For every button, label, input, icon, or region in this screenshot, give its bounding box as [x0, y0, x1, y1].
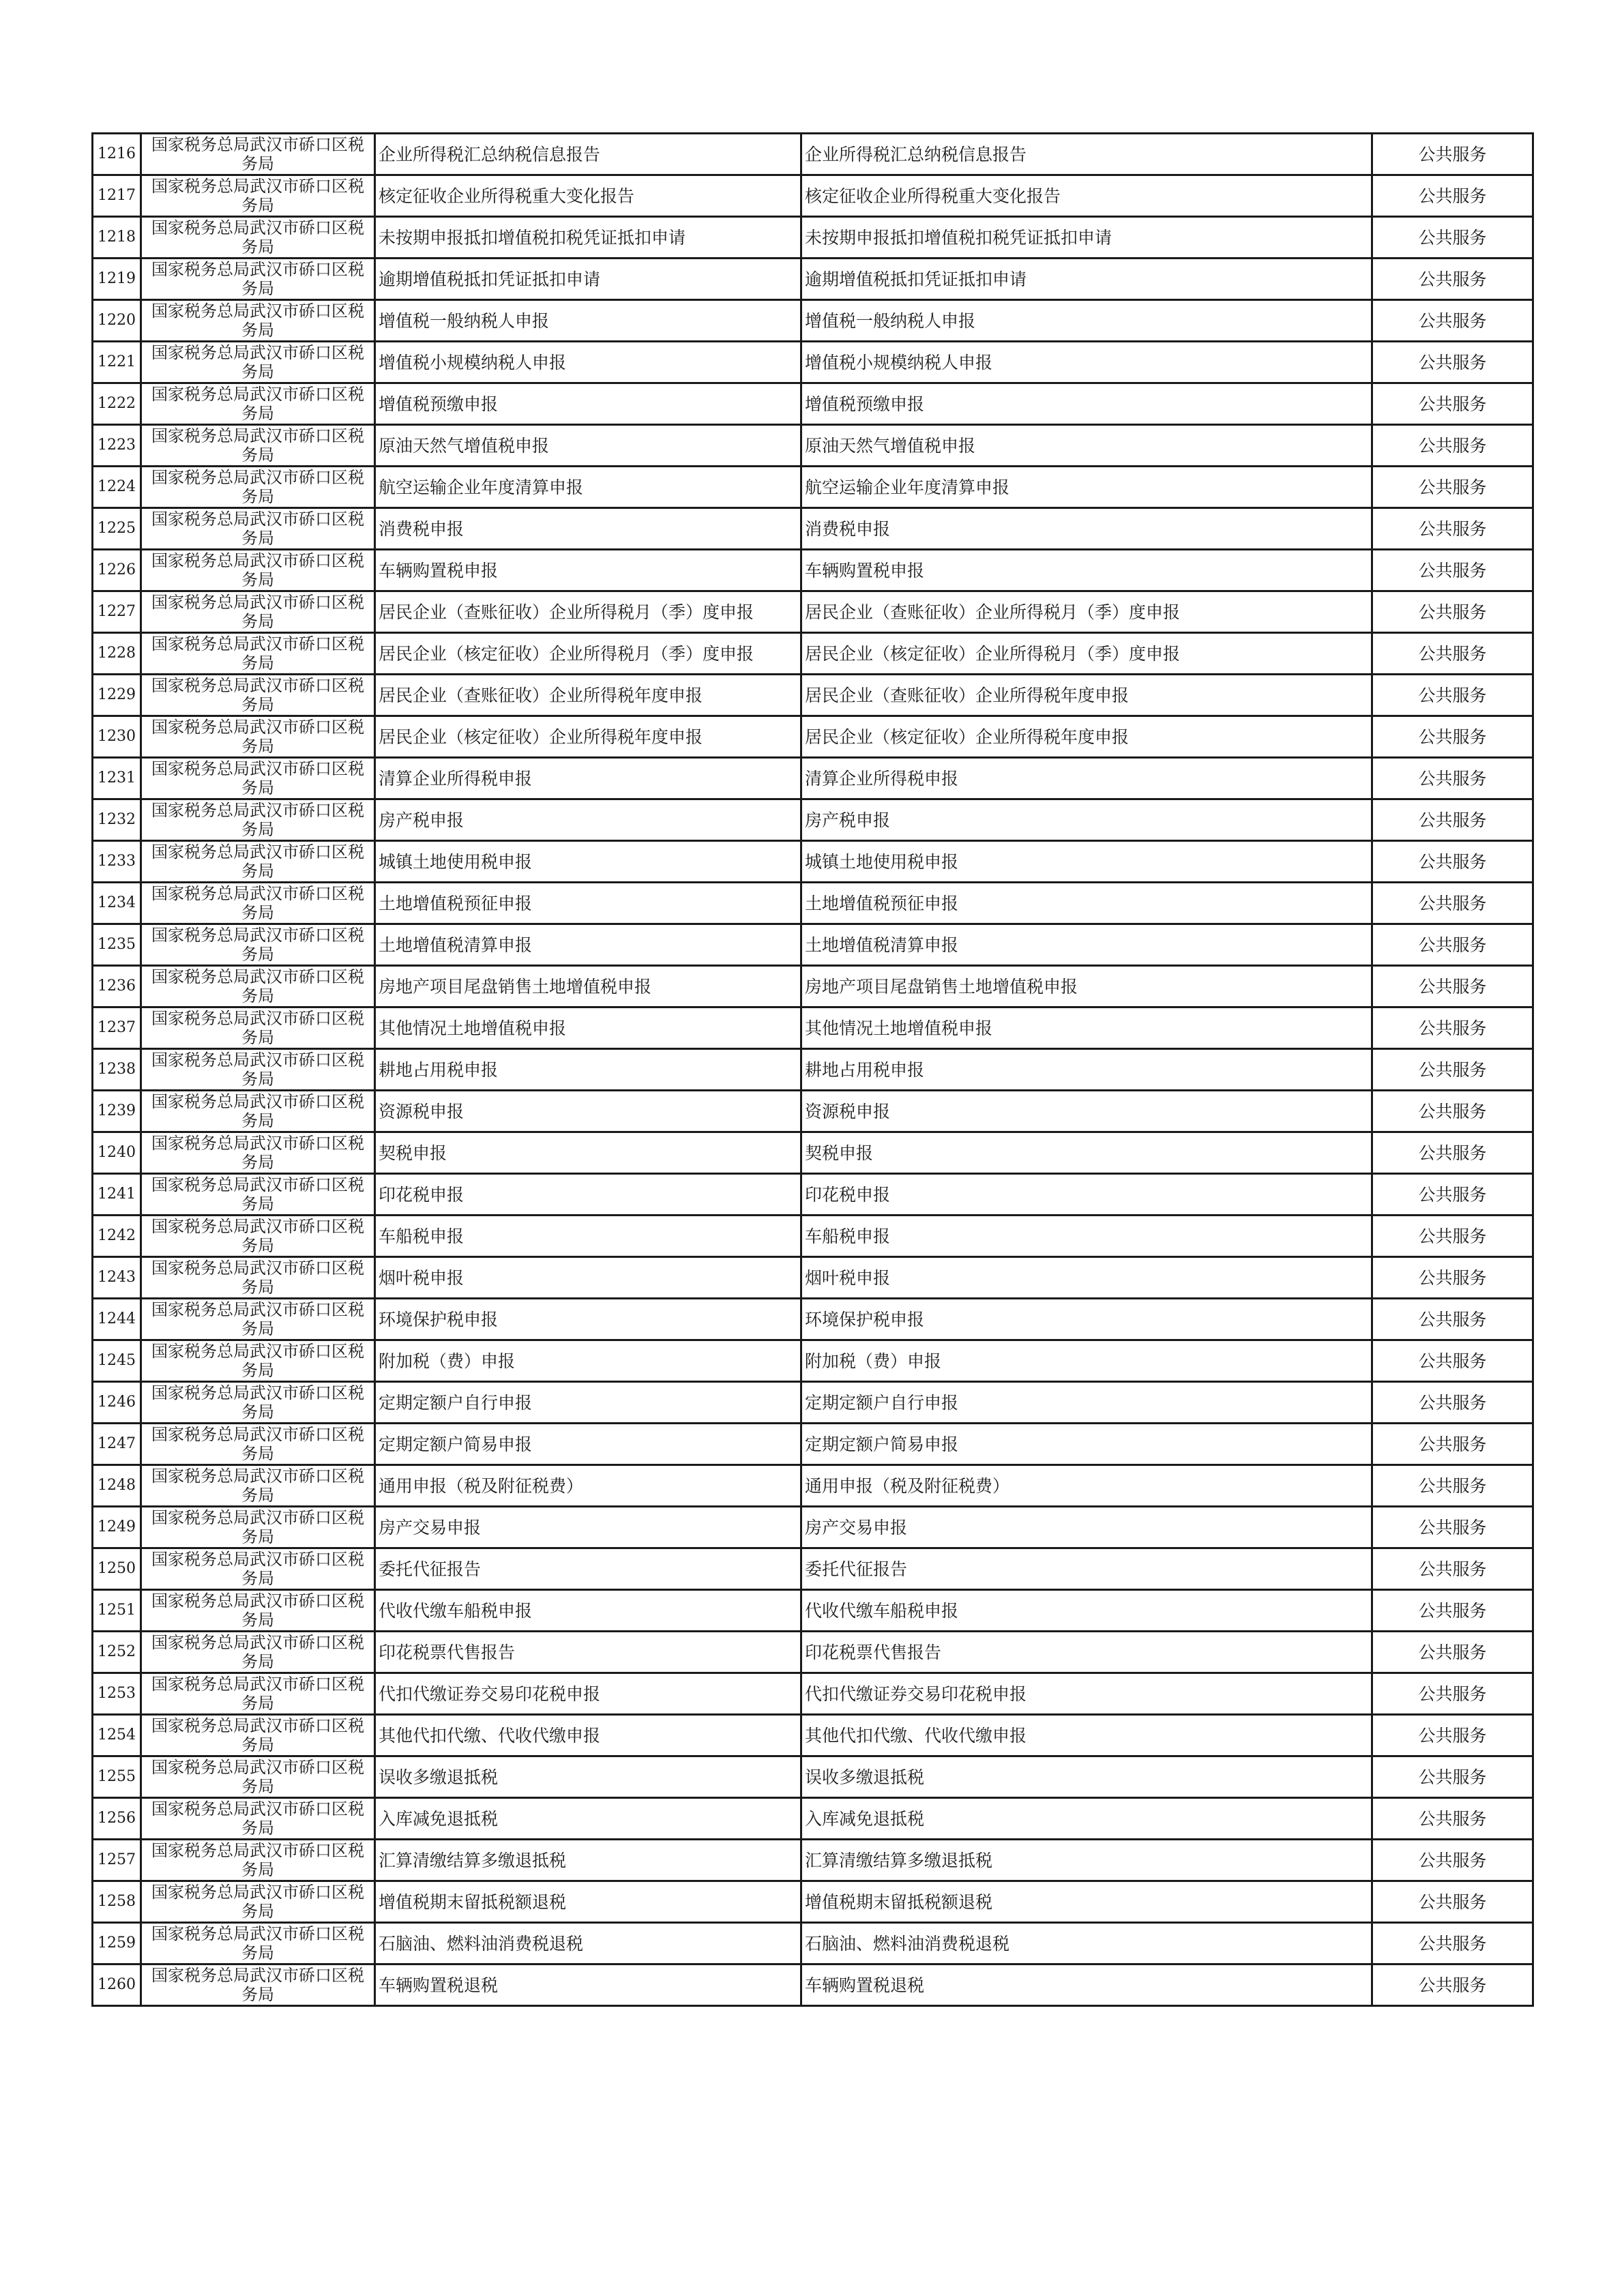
row-number-cell: 1247: [93, 1424, 141, 1465]
item-name-cell: 航空运输企业年度清算申报: [375, 467, 801, 508]
item-type-cell: 公共服务: [1372, 1881, 1533, 1923]
row-number-cell: 1232: [93, 799, 141, 841]
item-type-cell: 公共服务: [1372, 1049, 1533, 1091]
row-number-cell: 1233: [93, 841, 141, 883]
item-type-cell: 公共服务: [1372, 1548, 1533, 1590]
table-row: [93, 134, 1533, 175]
item-name-cell: 土地增值税清算申报: [375, 924, 801, 966]
sub-item-name-cell: 未按期申报抵扣增值税扣税凭证抵扣申请: [801, 217, 1372, 259]
item-type-cell: 公共服务: [1372, 1756, 1533, 1798]
authority-cell: 国家税务总局武汉市硚口区税务局: [141, 1756, 375, 1798]
row-number-cell: 1220: [93, 300, 141, 342]
item-name-cell: 烟叶税申报: [375, 1257, 801, 1299]
authority-cell: 国家税务总局武汉市硚口区税务局: [141, 1715, 375, 1756]
table-row: [93, 1132, 1533, 1174]
sub-item-name-cell: 代收代缴车船税申报: [801, 1590, 1372, 1632]
table-row: [93, 883, 1533, 924]
item-type-cell: 公共服务: [1372, 1257, 1533, 1299]
sub-item-name-cell: 资源税申报: [801, 1091, 1372, 1132]
sub-item-name-cell: 定期定额户简易申报: [801, 1424, 1372, 1465]
item-type-cell: 公共服务: [1372, 966, 1533, 1007]
authority-cell: 国家税务总局武汉市硚口区税务局: [141, 342, 375, 383]
row-number-cell: 1241: [93, 1174, 141, 1216]
authority-cell: 国家税务总局武汉市硚口区税务局: [141, 1132, 375, 1174]
row-number-cell: 1219: [93, 259, 141, 300]
item-type-cell: 公共服务: [1372, 841, 1533, 883]
authority-cell: 国家税务总局武汉市硚口区税务局: [141, 924, 375, 966]
authority-cell: 国家税务总局武汉市硚口区税务局: [141, 799, 375, 841]
table-row: [93, 1257, 1533, 1299]
item-type-cell: 公共服务: [1372, 1340, 1533, 1382]
row-number-cell: 1221: [93, 342, 141, 383]
authority-cell: 国家税务总局武汉市硚口区税务局: [141, 1548, 375, 1590]
row-number-cell: 1256: [93, 1798, 141, 1840]
authority-cell: 国家税务总局武汉市硚口区税务局: [141, 1465, 375, 1507]
row-number-cell: 1234: [93, 883, 141, 924]
table-row: [93, 1964, 1533, 2006]
item-name-cell: 车辆购置税退税: [375, 1964, 801, 2006]
item-type-cell: 公共服务: [1372, 1132, 1533, 1174]
table-row: [93, 1881, 1533, 1923]
item-type-cell: 公共服务: [1372, 300, 1533, 342]
item-name-cell: 印花税申报: [375, 1174, 801, 1216]
table-row: [93, 799, 1533, 841]
row-number-cell: 1260: [93, 1964, 141, 2006]
item-type-cell: 公共服务: [1372, 591, 1533, 633]
sub-item-name-cell: 土地增值税预征申报: [801, 883, 1372, 924]
sub-item-name-cell: 增值税小规模纳税人申报: [801, 342, 1372, 383]
item-name-cell: 契税申报: [375, 1132, 801, 1174]
item-type-cell: 公共服务: [1372, 1382, 1533, 1424]
authority-cell: 国家税务总局武汉市硚口区税务局: [141, 591, 375, 633]
authority-cell: 国家税务总局武汉市硚口区税务局: [141, 966, 375, 1007]
item-name-cell: 逾期增值税抵扣凭证抵扣申请: [375, 259, 801, 300]
authority-cell: 国家税务总局武汉市硚口区税务局: [141, 716, 375, 758]
item-name-cell: 环境保护税申报: [375, 1299, 801, 1340]
item-type-cell: 公共服务: [1372, 134, 1533, 175]
item-type-cell: 公共服务: [1372, 1174, 1533, 1216]
item-type-cell: 公共服务: [1372, 758, 1533, 799]
table-row: [93, 175, 1533, 217]
item-type-cell: 公共服务: [1372, 1299, 1533, 1340]
item-type-cell: 公共服务: [1372, 1964, 1533, 2006]
table-row: [93, 1715, 1533, 1756]
sub-item-name-cell: 土地增值税清算申报: [801, 924, 1372, 966]
row-number-cell: 1239: [93, 1091, 141, 1132]
table-row: [93, 1798, 1533, 1840]
item-type-cell: 公共服务: [1372, 383, 1533, 425]
sub-item-name-cell: 居民企业（核定征收）企业所得税月（季）度申报: [801, 633, 1372, 675]
item-name-cell: 石脑油、燃料油消费税退税: [375, 1923, 801, 1964]
sub-item-name-cell: 房产税申报: [801, 799, 1372, 841]
item-type-cell: 公共服务: [1372, 675, 1533, 716]
row-number-cell: 1252: [93, 1632, 141, 1673]
item-name-cell: 耕地占用税申报: [375, 1049, 801, 1091]
authority-cell: 国家税务总局武汉市硚口区税务局: [141, 1299, 375, 1340]
table-row: [93, 758, 1533, 799]
row-number-cell: 1216: [93, 134, 141, 175]
sub-item-name-cell: 其他情况土地增值税申报: [801, 1007, 1372, 1049]
row-number-cell: 1253: [93, 1673, 141, 1715]
item-name-cell: 车船税申报: [375, 1216, 801, 1257]
item-type-cell: 公共服务: [1372, 799, 1533, 841]
sub-item-name-cell: 耕地占用税申报: [801, 1049, 1372, 1091]
row-number-cell: 1222: [93, 383, 141, 425]
item-type-cell: 公共服务: [1372, 1216, 1533, 1257]
authority-cell: 国家税务总局武汉市硚口区税务局: [141, 1257, 375, 1299]
table-row: [93, 467, 1533, 508]
table-row: [93, 1590, 1533, 1632]
table-row: [93, 1632, 1533, 1673]
sub-item-name-cell: 环境保护税申报: [801, 1299, 1372, 1340]
item-name-cell: 核定征收企业所得税重大变化报告: [375, 175, 801, 217]
table-row: [93, 1673, 1533, 1715]
sub-item-name-cell: 车辆购置税申报: [801, 550, 1372, 591]
sub-item-name-cell: 原油天然气增值税申报: [801, 425, 1372, 467]
item-name-cell: 车辆购置税申报: [375, 550, 801, 591]
table-row: [93, 1923, 1533, 1964]
row-number-cell: 1224: [93, 467, 141, 508]
row-number-cell: 1226: [93, 550, 141, 591]
item-name-cell: 其他情况土地增值税申报: [375, 1007, 801, 1049]
sub-item-name-cell: 烟叶税申报: [801, 1257, 1372, 1299]
sub-item-name-cell: 印花税申报: [801, 1174, 1372, 1216]
sub-item-name-cell: 误收多缴退抵税: [801, 1756, 1372, 1798]
item-name-cell: 入库减免退抵税: [375, 1798, 801, 1840]
item-name-cell: 增值税期末留抵税额退税: [375, 1881, 801, 1923]
authority-cell: 国家税务总局武汉市硚口区税务局: [141, 1382, 375, 1424]
item-type-cell: 公共服务: [1372, 259, 1533, 300]
item-type-cell: 公共服务: [1372, 1798, 1533, 1840]
row-number-cell: 1258: [93, 1881, 141, 1923]
table-row: [93, 716, 1533, 758]
item-type-cell: 公共服务: [1372, 1590, 1533, 1632]
table-row: [93, 1049, 1533, 1091]
item-name-cell: 消费税申报: [375, 508, 801, 550]
row-number-cell: 1245: [93, 1340, 141, 1382]
row-number-cell: 1230: [93, 716, 141, 758]
item-name-cell: 土地增值税预征申报: [375, 883, 801, 924]
sub-item-name-cell: 代扣代缴证券交易印花税申报: [801, 1673, 1372, 1715]
table-row: [93, 425, 1533, 467]
item-name-cell: 委托代征报告: [375, 1548, 801, 1590]
row-number-cell: 1248: [93, 1465, 141, 1507]
authority-cell: 国家税务总局武汉市硚口区税务局: [141, 1007, 375, 1049]
authority-cell: 国家税务总局武汉市硚口区税务局: [141, 1673, 375, 1715]
authority-cell: 国家税务总局武汉市硚口区税务局: [141, 1590, 375, 1632]
row-number-cell: 1257: [93, 1840, 141, 1881]
item-name-cell: 增值税小规模纳税人申报: [375, 342, 801, 383]
item-name-cell: 定期定额户自行申报: [375, 1382, 801, 1424]
table-row: [93, 1007, 1533, 1049]
authority-cell: 国家税务总局武汉市硚口区税务局: [141, 1964, 375, 2006]
table-body: [93, 134, 1533, 2006]
sub-item-name-cell: 房地产项目尾盘销售土地增值税申报: [801, 966, 1372, 1007]
item-name-cell: 房产交易申报: [375, 1507, 801, 1548]
authority-cell: 国家税务总局武汉市硚口区税务局: [141, 1091, 375, 1132]
row-number-cell: 1225: [93, 508, 141, 550]
item-type-cell: 公共服务: [1372, 633, 1533, 675]
table-row: [93, 1174, 1533, 1216]
row-number-cell: 1227: [93, 591, 141, 633]
item-type-cell: 公共服务: [1372, 1840, 1533, 1881]
row-number-cell: 1255: [93, 1756, 141, 1798]
row-number-cell: 1236: [93, 966, 141, 1007]
item-type-cell: 公共服务: [1372, 1007, 1533, 1049]
item-type-cell: 公共服务: [1372, 550, 1533, 591]
row-number-cell: 1244: [93, 1299, 141, 1340]
item-name-cell: 代收代缴车船税申报: [375, 1590, 801, 1632]
sub-item-name-cell: 车船税申报: [801, 1216, 1372, 1257]
authority-cell: 国家税务总局武汉市硚口区税务局: [141, 1340, 375, 1382]
authority-cell: 国家税务总局武汉市硚口区税务局: [141, 300, 375, 342]
sub-item-name-cell: 增值税期末留抵税额退税: [801, 1881, 1372, 1923]
table-row: [93, 217, 1533, 259]
row-number-cell: 1249: [93, 1507, 141, 1548]
table-row: [93, 300, 1533, 342]
item-name-cell: 房地产项目尾盘销售土地增值税申报: [375, 966, 801, 1007]
service-list-table: [91, 132, 1534, 2007]
row-number-cell: 1246: [93, 1382, 141, 1424]
table-row: [93, 383, 1533, 425]
item-type-cell: 公共服务: [1372, 342, 1533, 383]
table-row: [93, 1756, 1533, 1798]
item-name-cell: 居民企业（查账征收）企业所得税月（季）度申报: [375, 591, 801, 633]
sub-item-name-cell: 印花税票代售报告: [801, 1632, 1372, 1673]
sub-item-name-cell: 委托代征报告: [801, 1548, 1372, 1590]
authority-cell: 国家税务总局武汉市硚口区税务局: [141, 1923, 375, 1964]
authority-cell: 国家税务总局武汉市硚口区税务局: [141, 1424, 375, 1465]
item-name-cell: 未按期申报抵扣增值税扣税凭证抵扣申请: [375, 217, 801, 259]
item-name-cell: 增值税预缴申报: [375, 383, 801, 425]
table-row: [93, 342, 1533, 383]
sub-item-name-cell: 增值税一般纳税人申报: [801, 300, 1372, 342]
sub-item-name-cell: 定期定额户自行申报: [801, 1382, 1372, 1424]
row-number-cell: 1240: [93, 1132, 141, 1174]
item-name-cell: 房产税申报: [375, 799, 801, 841]
table-row: [93, 550, 1533, 591]
table-row: [93, 508, 1533, 550]
table-row: [93, 1465, 1533, 1507]
item-type-cell: 公共服务: [1372, 1673, 1533, 1715]
item-type-cell: 公共服务: [1372, 1465, 1533, 1507]
table-row: [93, 591, 1533, 633]
row-number-cell: 1243: [93, 1257, 141, 1299]
sub-item-name-cell: 消费税申报: [801, 508, 1372, 550]
authority-cell: 国家税务总局武汉市硚口区税务局: [141, 1798, 375, 1840]
item-type-cell: 公共服务: [1372, 1923, 1533, 1964]
authority-cell: 国家税务总局武汉市硚口区税务局: [141, 633, 375, 675]
authority-cell: 国家税务总局武汉市硚口区税务局: [141, 675, 375, 716]
item-name-cell: 印花税票代售报告: [375, 1632, 801, 1673]
sub-item-name-cell: 车辆购置税退税: [801, 1964, 1372, 2006]
authority-cell: 国家税务总局武汉市硚口区税务局: [141, 1881, 375, 1923]
table-row: [93, 1840, 1533, 1881]
sub-item-name-cell: 逾期增值税抵扣凭证抵扣申请: [801, 259, 1372, 300]
authority-cell: 国家税务总局武汉市硚口区税务局: [141, 1049, 375, 1091]
table-row: [93, 1507, 1533, 1548]
row-number-cell: 1254: [93, 1715, 141, 1756]
authority-cell: 国家税务总局武汉市硚口区税务局: [141, 1632, 375, 1673]
sub-item-name-cell: 房产交易申报: [801, 1507, 1372, 1548]
item-name-cell: 其他代扣代缴、代收代缴申报: [375, 1715, 801, 1756]
row-number-cell: 1229: [93, 675, 141, 716]
item-type-cell: 公共服务: [1372, 1424, 1533, 1465]
table-row: [93, 841, 1533, 883]
authority-cell: 国家税务总局武汉市硚口区税务局: [141, 883, 375, 924]
sub-item-name-cell: 居民企业（查账征收）企业所得税年度申报: [801, 675, 1372, 716]
authority-cell: 国家税务总局武汉市硚口区税务局: [141, 425, 375, 467]
table-row: [93, 675, 1533, 716]
sub-item-name-cell: 清算企业所得税申报: [801, 758, 1372, 799]
sub-item-name-cell: 汇算清缴结算多缴退抵税: [801, 1840, 1372, 1881]
row-number-cell: 1217: [93, 175, 141, 217]
authority-cell: 国家税务总局武汉市硚口区税务局: [141, 259, 375, 300]
authority-cell: 国家税务总局武汉市硚口区税务局: [141, 1507, 375, 1548]
item-type-cell: 公共服务: [1372, 1632, 1533, 1673]
table-row: [93, 1548, 1533, 1590]
item-type-cell: 公共服务: [1372, 467, 1533, 508]
item-type-cell: 公共服务: [1372, 508, 1533, 550]
sub-item-name-cell: 核定征收企业所得税重大变化报告: [801, 175, 1372, 217]
item-name-cell: 定期定额户简易申报: [375, 1424, 801, 1465]
sub-item-name-cell: 石脑油、燃料油消费税退税: [801, 1923, 1372, 1964]
authority-cell: 国家税务总局武汉市硚口区税务局: [141, 175, 375, 217]
item-type-cell: 公共服务: [1372, 175, 1533, 217]
table-row: [93, 1382, 1533, 1424]
item-name-cell: 企业所得税汇总纳税信息报告: [375, 134, 801, 175]
authority-cell: 国家税务总局武汉市硚口区税务局: [141, 550, 375, 591]
sub-item-name-cell: 入库减免退抵税: [801, 1798, 1372, 1840]
table-row: [93, 1299, 1533, 1340]
authority-cell: 国家税务总局武汉市硚口区税务局: [141, 1174, 375, 1216]
item-name-cell: 误收多缴退抵税: [375, 1756, 801, 1798]
item-name-cell: 居民企业（查账征收）企业所得税年度申报: [375, 675, 801, 716]
table-row: [93, 259, 1533, 300]
authority-cell: 国家税务总局武汉市硚口区税务局: [141, 383, 375, 425]
item-name-cell: 清算企业所得税申报: [375, 758, 801, 799]
sub-item-name-cell: 通用申报（税及附征税费）: [801, 1465, 1372, 1507]
authority-cell: 国家税务总局武汉市硚口区税务局: [141, 1840, 375, 1881]
item-type-cell: 公共服务: [1372, 883, 1533, 924]
sub-item-name-cell: 其他代扣代缴、代收代缴申报: [801, 1715, 1372, 1756]
authority-cell: 国家税务总局武汉市硚口区税务局: [141, 134, 375, 175]
sub-item-name-cell: 居民企业（核定征收）企业所得税年度申报: [801, 716, 1372, 758]
sub-item-name-cell: 附加税（费）申报: [801, 1340, 1372, 1382]
authority-cell: 国家税务总局武汉市硚口区税务局: [141, 758, 375, 799]
row-number-cell: 1237: [93, 1007, 141, 1049]
item-type-cell: 公共服务: [1372, 217, 1533, 259]
item-type-cell: 公共服务: [1372, 716, 1533, 758]
authority-cell: 国家税务总局武汉市硚口区税务局: [141, 467, 375, 508]
row-number-cell: 1223: [93, 425, 141, 467]
item-type-cell: 公共服务: [1372, 1507, 1533, 1548]
sub-item-name-cell: 契税申报: [801, 1132, 1372, 1174]
item-type-cell: 公共服务: [1372, 1091, 1533, 1132]
service-list-table-container: [91, 132, 1532, 2007]
table-row: [93, 1340, 1533, 1382]
row-number-cell: 1259: [93, 1923, 141, 1964]
table-row: [93, 1091, 1533, 1132]
item-name-cell: 通用申报（税及附征税费）: [375, 1465, 801, 1507]
table-row: [93, 924, 1533, 966]
row-number-cell: 1251: [93, 1590, 141, 1632]
item-name-cell: 代扣代缴证券交易印花税申报: [375, 1673, 801, 1715]
authority-cell: 国家税务总局武汉市硚口区税务局: [141, 841, 375, 883]
row-number-cell: 1228: [93, 633, 141, 675]
table-row: [93, 633, 1533, 675]
item-type-cell: 公共服务: [1372, 425, 1533, 467]
row-number-cell: 1242: [93, 1216, 141, 1257]
item-name-cell: 居民企业（核定征收）企业所得税年度申报: [375, 716, 801, 758]
item-name-cell: 城镇土地使用税申报: [375, 841, 801, 883]
table-row: [93, 966, 1533, 1007]
sub-item-name-cell: 航空运输企业年度清算申报: [801, 467, 1372, 508]
item-type-cell: 公共服务: [1372, 1715, 1533, 1756]
item-type-cell: 公共服务: [1372, 924, 1533, 966]
item-name-cell: 资源税申报: [375, 1091, 801, 1132]
row-number-cell: 1235: [93, 924, 141, 966]
sub-item-name-cell: 居民企业（查账征收）企业所得税月（季）度申报: [801, 591, 1372, 633]
item-name-cell: 附加税（费）申报: [375, 1340, 801, 1382]
authority-cell: 国家税务总局武汉市硚口区税务局: [141, 1216, 375, 1257]
row-number-cell: 1238: [93, 1049, 141, 1091]
table-row: [93, 1424, 1533, 1465]
authority-cell: 国家税务总局武汉市硚口区税务局: [141, 508, 375, 550]
item-name-cell: 增值税一般纳税人申报: [375, 300, 801, 342]
row-number-cell: 1218: [93, 217, 141, 259]
row-number-cell: 1231: [93, 758, 141, 799]
sub-item-name-cell: 城镇土地使用税申报: [801, 841, 1372, 883]
table-row: [93, 1216, 1533, 1257]
item-name-cell: 居民企业（核定征收）企业所得税月（季）度申报: [375, 633, 801, 675]
sub-item-name-cell: 企业所得税汇总纳税信息报告: [801, 134, 1372, 175]
sub-item-name-cell: 增值税预缴申报: [801, 383, 1372, 425]
row-number-cell: 1250: [93, 1548, 141, 1590]
item-name-cell: 原油天然气增值税申报: [375, 425, 801, 467]
authority-cell: 国家税务总局武汉市硚口区税务局: [141, 217, 375, 259]
item-name-cell: 汇算清缴结算多缴退抵税: [375, 1840, 801, 1881]
